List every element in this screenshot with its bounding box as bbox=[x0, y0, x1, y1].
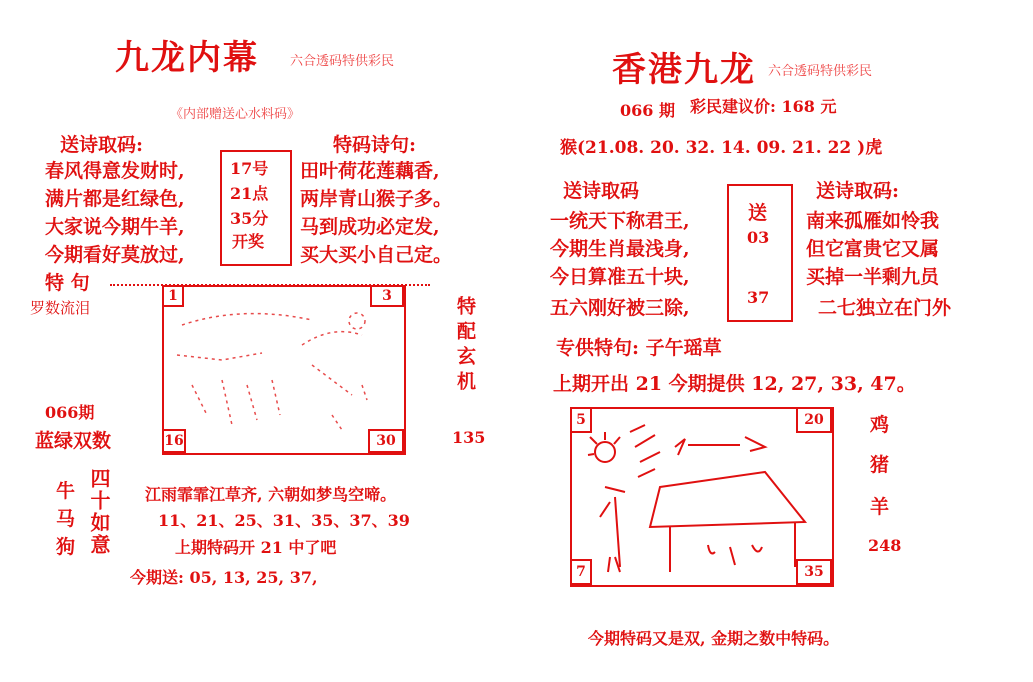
left-box-num-bl: 16 bbox=[162, 429, 186, 453]
right-animal-1: 鸡 bbox=[870, 414, 890, 436]
left-box-num-tl: 1 bbox=[162, 285, 184, 307]
left-sketch-drawing bbox=[162, 285, 402, 451]
left-box-num-br: 30 bbox=[368, 429, 404, 453]
right-box-num-tr: 20 bbox=[796, 407, 832, 433]
right-poem-right-2: 但它富贵它又属 bbox=[806, 238, 940, 260]
right-sketch-drawing bbox=[570, 407, 830, 583]
right-title: 香港九龙 bbox=[612, 50, 756, 90]
right-subtitle: 六合透码特供彩民 bbox=[768, 64, 873, 79]
left-line-4: 今期送: 05, 13, 25, 37, bbox=[130, 568, 318, 587]
left-animal-1: 牛 bbox=[56, 480, 76, 502]
right-special-line: 专供特句: 子午瑶草 bbox=[556, 337, 722, 359]
right-poem-left-2: 今期生肖最浅身, bbox=[550, 238, 690, 260]
right-animal-2: 猪 bbox=[870, 454, 890, 476]
left-poem-right-4: 买大买小自己定。 bbox=[300, 244, 453, 266]
left-subtitle: 六合透码特供彩民 bbox=[290, 54, 395, 69]
left-poem-right-2: 两岸青山猴子多。 bbox=[300, 188, 453, 210]
right-poem-left-3: 今日算准五十块, bbox=[550, 266, 690, 288]
left-motto: 四十如意 bbox=[87, 468, 111, 556]
right-poem-label-left: 送诗取码 bbox=[563, 180, 640, 202]
right-last-line: 上期开出 21 今期提供 12, 27, 33, 47。 bbox=[553, 373, 916, 395]
left-poem-right-1: 田叶荷花莲藕香, bbox=[300, 160, 440, 182]
schedule-line-3: 35分 bbox=[230, 209, 269, 228]
right-box-num-br: 35 bbox=[796, 559, 832, 585]
right-center-1: 送 bbox=[748, 202, 768, 224]
left-box-num-tr: 3 bbox=[370, 285, 404, 307]
left-poem-right-3: 马到成功必定发, bbox=[300, 216, 440, 238]
left-issue: 066期 bbox=[45, 403, 95, 422]
right-box-num-tl: 5 bbox=[570, 407, 592, 433]
schedule-line-1: 17号 bbox=[230, 159, 269, 178]
left-poem-left-2: 满片都是红绿色, bbox=[45, 188, 185, 210]
left-animal-3: 狗 bbox=[56, 536, 76, 558]
right-side-num: 248 bbox=[868, 536, 902, 555]
left-title: 九龙内幕 bbox=[115, 38, 259, 78]
schedule-line-2: 21点 bbox=[230, 184, 269, 203]
right-center-2: 03 bbox=[747, 228, 770, 247]
right-center-3: 37 bbox=[747, 288, 770, 307]
left-issue-tip: 蓝绿双数 bbox=[35, 430, 112, 452]
right-poem-left-1: 一统天下称君王, bbox=[550, 210, 690, 232]
left-animal-2: 马 bbox=[56, 508, 76, 530]
left-line-2: 11、21、25、31、35、37、39 bbox=[158, 511, 410, 530]
left-poem-left-1: 春风得意发财时, bbox=[45, 160, 185, 182]
right-box-num-bl: 7 bbox=[570, 559, 592, 585]
right-poem-label-right: 送诗取码: bbox=[816, 180, 900, 202]
right-footer: 今期特码又是双, 金期之数中特码。 bbox=[588, 629, 840, 648]
right-price: 彩民建议价: 168 元 bbox=[690, 97, 837, 116]
right-poem-right-4: 二七独立在门外 bbox=[818, 297, 952, 319]
left-line-1: 江雨霏霏江草齐, 六朝如梦鸟空啼。 bbox=[145, 485, 397, 504]
right-poem-right-3: 买掉一半剩九员 bbox=[806, 266, 940, 288]
left-special-label: 特 句 bbox=[45, 272, 90, 294]
left-side-num: 135 bbox=[452, 428, 486, 447]
left-special-text: 罗数流泪 bbox=[30, 299, 91, 317]
schedule-line-4: 开奖 bbox=[232, 232, 265, 251]
right-issue: 066 期 bbox=[620, 101, 675, 120]
left-side-vertical: 特配玄机 bbox=[454, 296, 476, 396]
right-poem-left-4: 五六刚好被三除, bbox=[550, 297, 690, 319]
left-poem-left-3: 大家说今期牛羊, bbox=[45, 216, 185, 238]
left-poem-left-4: 今期看好莫放过, bbox=[45, 244, 185, 266]
left-line-3: 上期特码开 21 中了吧 bbox=[175, 538, 337, 557]
left-poem-label-right: 特码诗句: bbox=[333, 134, 417, 156]
left-poem-label-left: 送诗取码: bbox=[60, 134, 144, 156]
left-note: 《内部赠送心水料码》 bbox=[170, 107, 301, 122]
right-monkey-line: 猴(21.08. 20. 32. 14. 09. 21. 22 )虎 bbox=[560, 138, 883, 158]
right-poem-right-1: 南来孤雁如怜我 bbox=[806, 210, 940, 232]
right-animal-3: 羊 bbox=[870, 496, 890, 518]
